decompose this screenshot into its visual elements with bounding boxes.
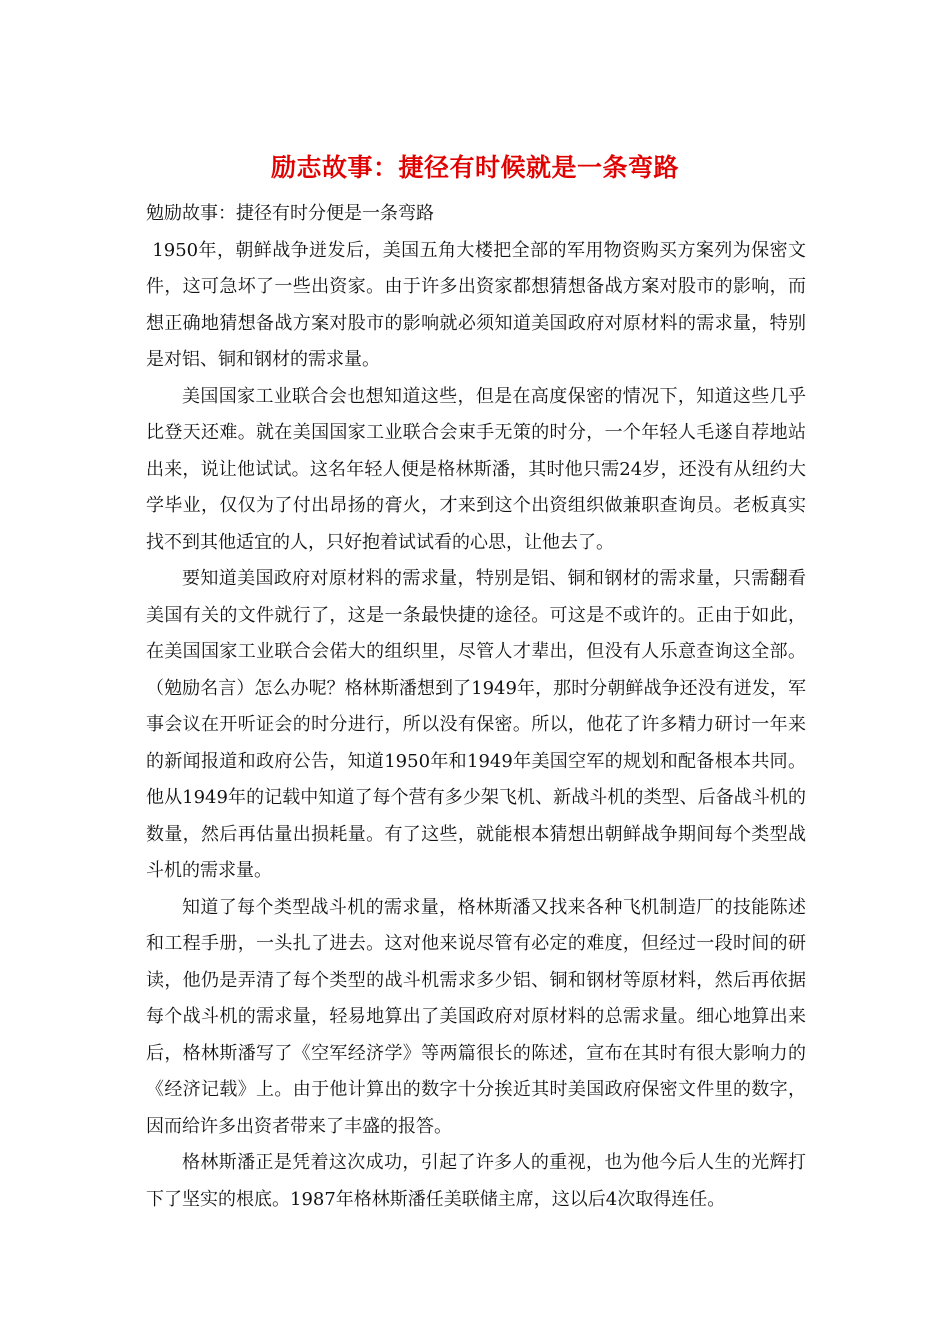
document-body [146,196,806,1218]
document-subtitle: 勉励故事：捷径有时分便是一条弯路 [146,203,434,224]
paragraph-4: 知道了每个类型战斗机的需求量，格林斯潘又找来各种飞机制造厂的技能陈述和工程手册，一头扎了进去。这对他来说尽管有必定的难度，但经过一段时间的研读，他仍是弄清了每个类型的战斗机需求多少铝、铜和钢材等原材料，然后再依据每个战斗机的需求量，轻易地算出了美国政府对原材料的总需求量。细心地算出来后，格林斯潘写了《空军经济学》等两篇很长的陈述，宣布在其时有很大影响力的《经济记载》上。由于他计算出的数字十分挨近其时美国政府保密文件里的数字，因而给许多出资者带来了丰盛的报答。 [146,896,806,1137]
paragraph-2: 美国国家工业联合会也想知道这些，但是在高度保密的情况下，知道这些几乎比登天还难。就在美国国家工业联合会束手无策的时分，一个年轻人毛遂自荐地站出来，说让他试试。这名年轻人便是格林斯潘，其时他只需24岁，还没有从纽约大学毕业，仅仅为了付出昂扬的膏火，才来到这个出资组织做兼职查询员。老板真实找不到其他适宜的人，只好抱着试试看的心思，让他去了。 [146,385,806,553]
paragraph-5: 格林斯潘正是凭着这次成功，引起了许多人的重视，也为他今后人生的光辉打下了坚实的根底。1987年格林斯潘任美联储主席，这以后4次取得连任。 [146,1152,806,1210]
paragraph-3: 要知道美国政府对原材料的需求量，特别是铝、铜和钢材的需求量，只需翻看美国有关的文件就行了，这是一条最快捷的途径。可这是不或许的。正由于如此，在美国国家工业联合会偌大的组织里，尽管人才辈出，但没有人乐意查询这全部。（勉励名言）怎么办呢？格林斯潘想到了1949年，那时分朝鲜战争还没有迸发，军事会议在开听证会的时分进行，所以没有保密。所以，他花了许多精力研讨一年来的新闻报道和政府公告，知道1950年和1949年美国空军的规划和配备根本共同。他从1949年的记载中知道了每个营有多少架飞机、新战斗机的类型、后备战斗机的数量，然后再估量出损耗量。有了这些，就能根本猜想出朝鲜战争期间每个类型战斗机的需求量。 [146,568,806,881]
paragraph-1: 1950年，朝鲜战争迸发后，美国五角大楼把全部的军用物资购买方案列为保密文件，这可急坏了一些出资家。由于许多出资家都想猜想备战方案对股市的影响，而想正确地猜想备战方案对股市的影响就必须知道美国政府对原材料的需求量，特别是对铝、铜和钢材的需求量。 [146,239,806,370]
document-title: 励志故事：捷径有时候就是一条弯路 [270,153,679,182]
